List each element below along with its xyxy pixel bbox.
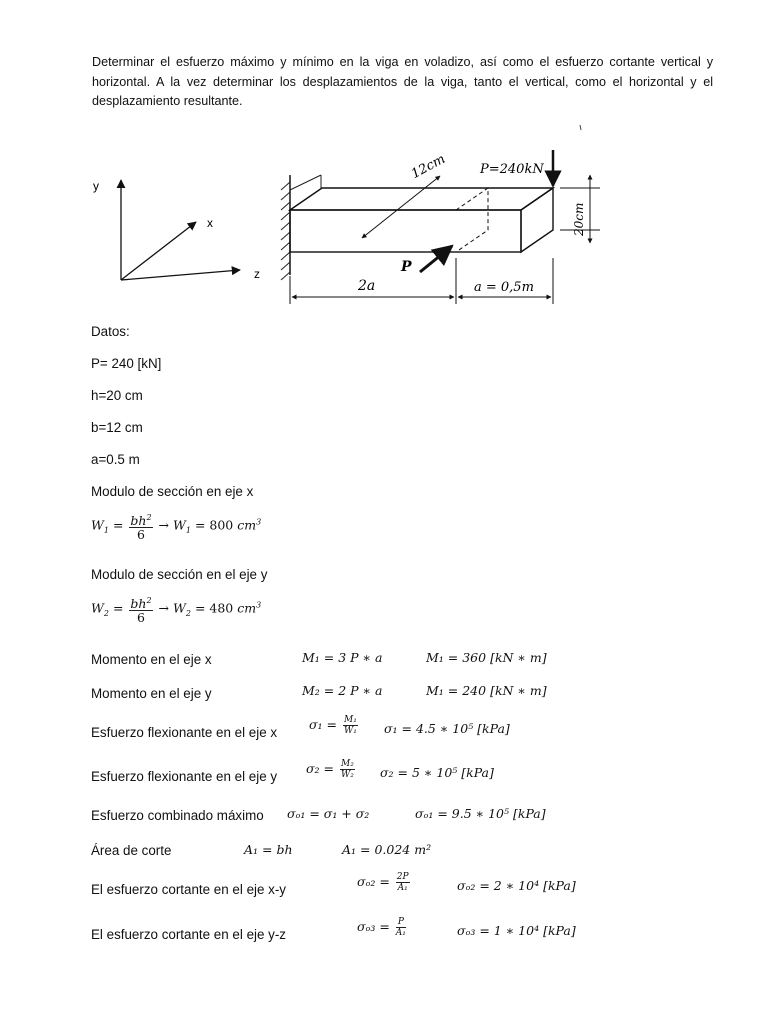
momento-x-label: Momento en el eje x [91, 652, 212, 667]
cantilever-beam-figure [0, 0, 768, 330]
area-label: Área de corte [91, 843, 172, 858]
load-label: P=240kN [480, 162, 544, 177]
flex-x-label: Esfuerzo flexionante en el eje x [91, 725, 278, 740]
momento-x-formula: M₁ = 3 P ∗ a [302, 650, 383, 665]
dim-a-label: a = 0,5m [474, 280, 534, 295]
momento-y-label: Momento en el eje y [91, 686, 212, 701]
datos-title: Datos: [91, 324, 130, 339]
axis-y-label: y [93, 179, 99, 193]
momento-y-formula: M₂ = 2 P ∗ a [302, 683, 383, 698]
cortante-yz-result: σₒ₃ = 1 ∗ 10⁴ [kPa] [457, 923, 576, 938]
flex-y-result: σ₂ = 5 ∗ 10⁵ [kPa] [380, 765, 494, 780]
momento-y-result: M₁ = 240 [kN ∗ m] [426, 683, 547, 698]
height-label: 20cm [572, 202, 586, 236]
modulo-x-formula: $W_1$ = $\frac{bh^2}{6}$ → $W_1 = 800$ $cm^3$ [91, 513, 262, 543]
datos-h: h=20 cm [91, 388, 143, 403]
modulo-x-label: Modulo de sección en eje x [91, 484, 254, 499]
coordinate-axes [121, 180, 240, 280]
combinado-result: σₒ₁ = 9.5 ∗ 10⁵ [kPa] [415, 806, 546, 821]
problem-statement: Determinar el esfuerzo máximo y mínimo en la viga en voladizo, así como el esfuerzo cortante vertical y horizontal. A la vez determinar los desplazamientos de la viga, tanto el vertical, como el horizontal y el desplazamiento resultante. [92, 55, 713, 108]
combinado-label: Esfuerzo combinado máximo [91, 808, 264, 823]
momento-x-result: M₁ = 360 [kN ∗ m] [426, 650, 547, 665]
area-result: A₁ = 0.024 m² [342, 842, 432, 857]
axis-x-label: x [207, 216, 213, 230]
side-load-label: P [401, 259, 412, 275]
cortante-xy-label: El esfuerzo cortante en el eje x-y [91, 882, 287, 897]
modulo-y-formula: $W_2$ = $\frac{bh^2}{6}$ → $W_2 = 480$ $cm^3$ [91, 596, 262, 626]
beam [290, 188, 553, 252]
flex-y-formula: σ₂ = $\frac{\text{M₂}}{\text{W₂}}$ [306, 759, 354, 780]
side-load-arrow [420, 246, 452, 272]
width-label: 12cm [408, 151, 448, 182]
cortante-yz-label: El esfuerzo cortante en el eje y-z [91, 927, 287, 942]
cortante-xy-formula: σₒ₂ = $\frac{2P}{\text{A₁}}$ [357, 872, 409, 893]
datos-a: a=0.5 m [91, 452, 140, 467]
dim-2a-label: 2a [358, 278, 376, 294]
datos-b: b=12 cm [91, 420, 143, 435]
combinado-formula: σₒ₁ = σ₁ + σ₂ [287, 806, 370, 821]
fixed-wall [281, 175, 321, 280]
z-axis-arrow [121, 270, 240, 280]
area-formula: A₁ = bh [244, 842, 293, 857]
x-axis-arrow [121, 222, 196, 280]
axis-z-label: z [254, 267, 260, 281]
datos-P: P= 240 [kN] [91, 356, 162, 371]
flex-y-label: Esfuerzo flexionante en el eje y [91, 769, 278, 784]
flex-x-result: σ₁ = 4.5 ∗ 10⁵ [kPa] [384, 721, 510, 736]
cortante-xy-result: σₒ₂ = 2 ∗ 10⁴ [kPa] [457, 878, 576, 893]
cortante-yz-formula: σₒ₃ = $\frac{P}{\text{A₁}}$ [357, 917, 406, 938]
modulo-y-label: Modulo de sección en el eje y [91, 567, 268, 582]
flex-x-formula: σ₁ = $\frac{\text{M₁}}{\text{W₁}}$ [309, 715, 357, 736]
